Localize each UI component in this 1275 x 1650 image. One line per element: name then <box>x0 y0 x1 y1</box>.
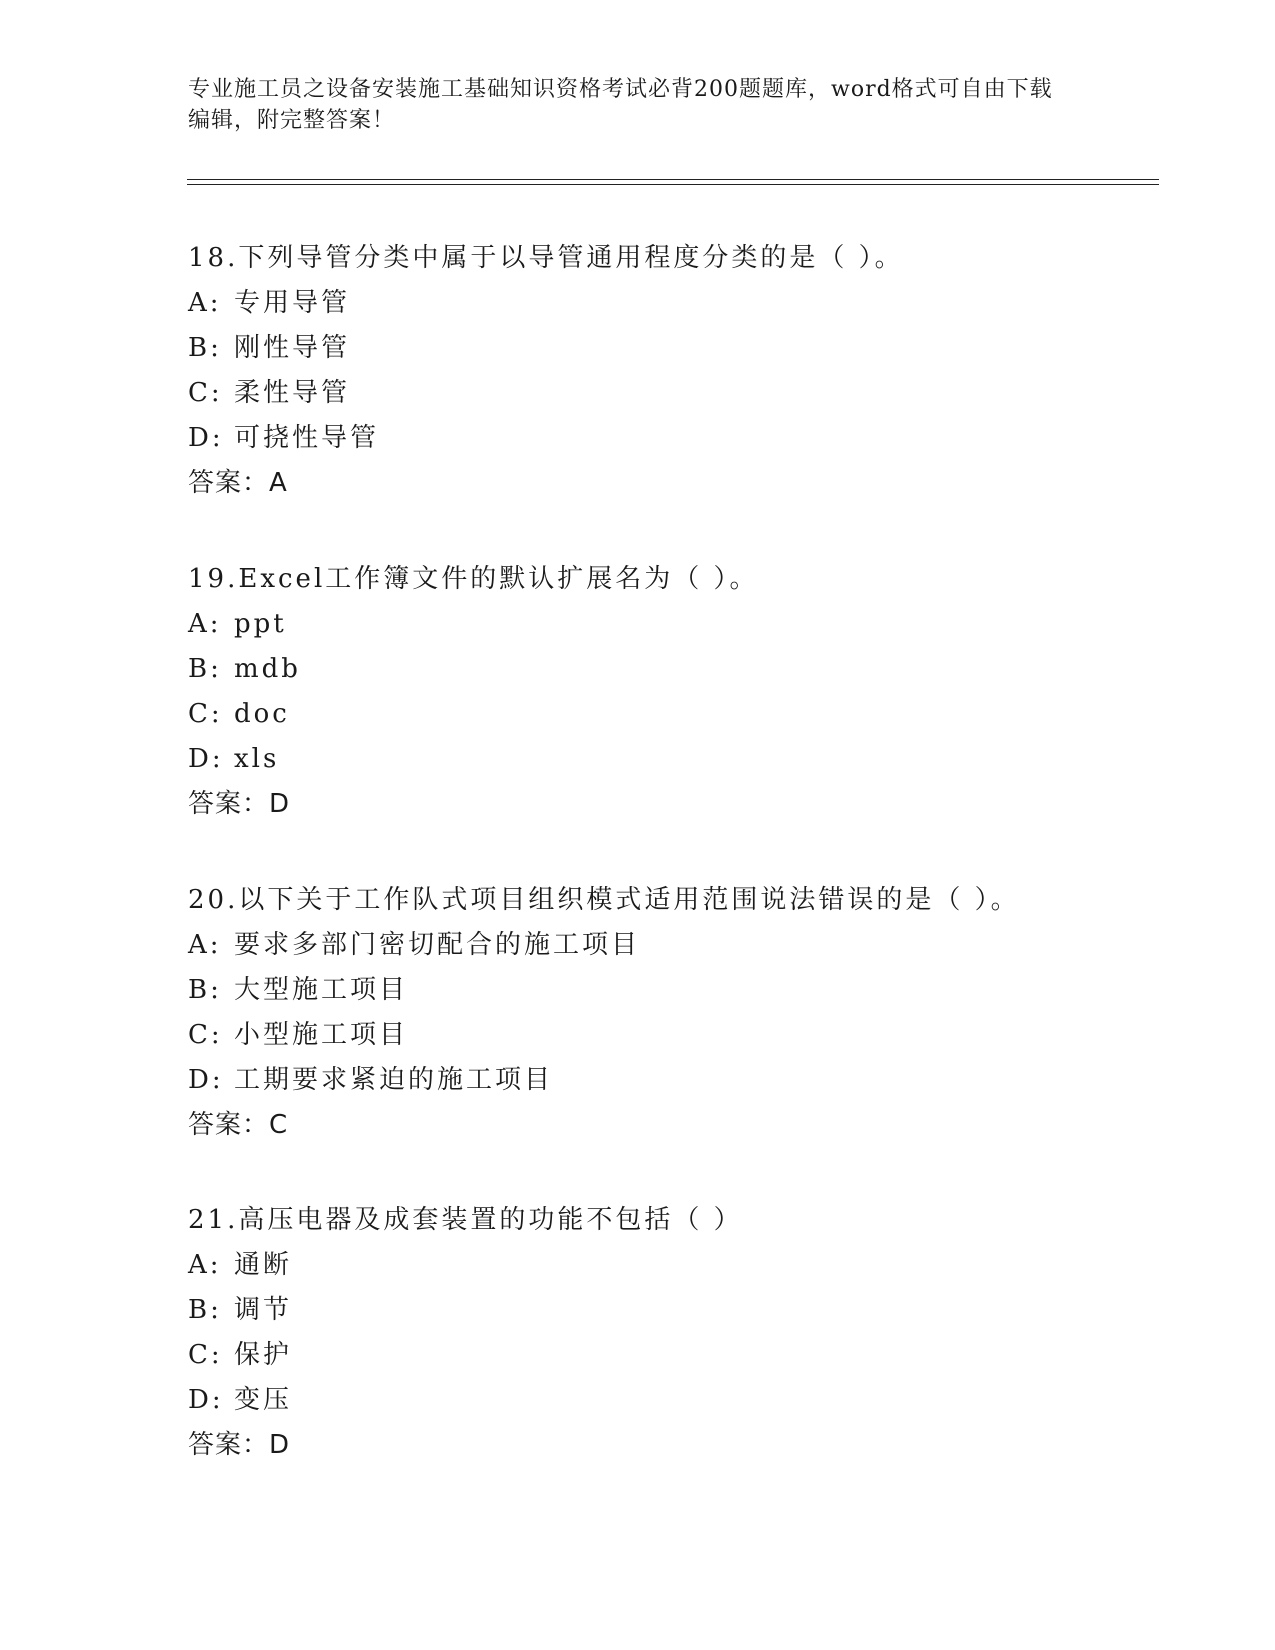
header-divider-bottom <box>187 184 1159 185</box>
option-b <box>188 332 1168 364</box>
option-text: 小型施工项目 <box>234 1020 409 1050</box>
option-text: ppt <box>234 609 287 639</box>
question-18 <box>188 242 1168 499</box>
option-d <box>188 1064 1168 1096</box>
option-a <box>188 1249 1168 1281</box>
option-text: 专用导管 <box>234 288 351 318</box>
option-letter: A: <box>188 1250 222 1280</box>
option-d <box>188 422 1168 454</box>
option-text: mdb <box>234 654 301 684</box>
question-title: 20.以下关于工作队式项目组织模式适用范围说法错误的是（ ）。 <box>188 885 1020 915</box>
option-letter: A: <box>188 930 222 960</box>
option-text: 保护 <box>234 1340 293 1370</box>
question-20 <box>188 884 1168 1141</box>
option-letter: D: <box>188 423 224 453</box>
option-b <box>188 653 1168 685</box>
question-21 <box>188 1204 1168 1461</box>
option-a <box>188 929 1168 961</box>
option-letter: C: <box>188 378 223 408</box>
option-text: 工期要求紧迫的施工项目 <box>234 1065 554 1095</box>
option-text: 大型施工项目 <box>234 975 409 1005</box>
option-letter: C: <box>188 1020 223 1050</box>
option-text: 刚性导管 <box>234 333 351 363</box>
option-letter: A: <box>188 609 222 639</box>
option-a <box>188 287 1168 319</box>
option-c <box>188 1339 1168 1371</box>
option-letter: C: <box>188 699 223 729</box>
answer: 答案：D <box>188 789 291 819</box>
option-letter: D: <box>188 1385 224 1415</box>
option-c <box>188 698 1168 730</box>
answer: 答案：D <box>188 1430 291 1460</box>
option-a <box>188 608 1168 640</box>
option-c <box>188 377 1168 409</box>
answer: 答案：C <box>188 1110 289 1140</box>
header-divider-top <box>187 179 1159 180</box>
question-19 <box>188 563 1168 820</box>
option-text: 要求多部门密切配合的施工项目 <box>234 930 641 960</box>
option-letter: B: <box>188 1295 222 1325</box>
option-letter: B: <box>188 975 222 1005</box>
option-text: 通断 <box>234 1250 293 1280</box>
option-d <box>188 1384 1168 1416</box>
option-text: 可挠性导管 <box>234 423 380 453</box>
question-title: 21.高压电器及成套装置的功能不包括（ ） <box>188 1205 743 1235</box>
option-letter: B: <box>188 654 222 684</box>
option-b <box>188 1294 1168 1326</box>
option-letter: B: <box>188 333 222 363</box>
option-text: 变压 <box>234 1385 293 1415</box>
option-text: 柔性导管 <box>234 378 351 408</box>
option-c <box>188 1019 1168 1051</box>
option-d <box>188 743 1168 775</box>
option-text: doc <box>234 699 290 729</box>
question-title: 19.Excel工作簿文件的默认扩展名为（ ）。 <box>188 564 759 594</box>
option-b <box>188 974 1168 1006</box>
answer: 答案：A <box>188 468 288 498</box>
document-intro: 专业施工员之设备安装施工基础知识资格考试必背200题题库，word格式可自由下载编辑，附完整答案！ <box>188 77 1053 133</box>
option-letter: D: <box>188 744 224 774</box>
option-text: 调节 <box>234 1295 293 1325</box>
option-letter: A: <box>188 288 222 318</box>
option-letter: C: <box>188 1340 223 1370</box>
option-letter: D: <box>188 1065 224 1095</box>
option-text: xls <box>234 744 280 774</box>
question-title: 18.下列导管分类中属于以导管通用程度分类的是（ ）。 <box>188 243 904 273</box>
